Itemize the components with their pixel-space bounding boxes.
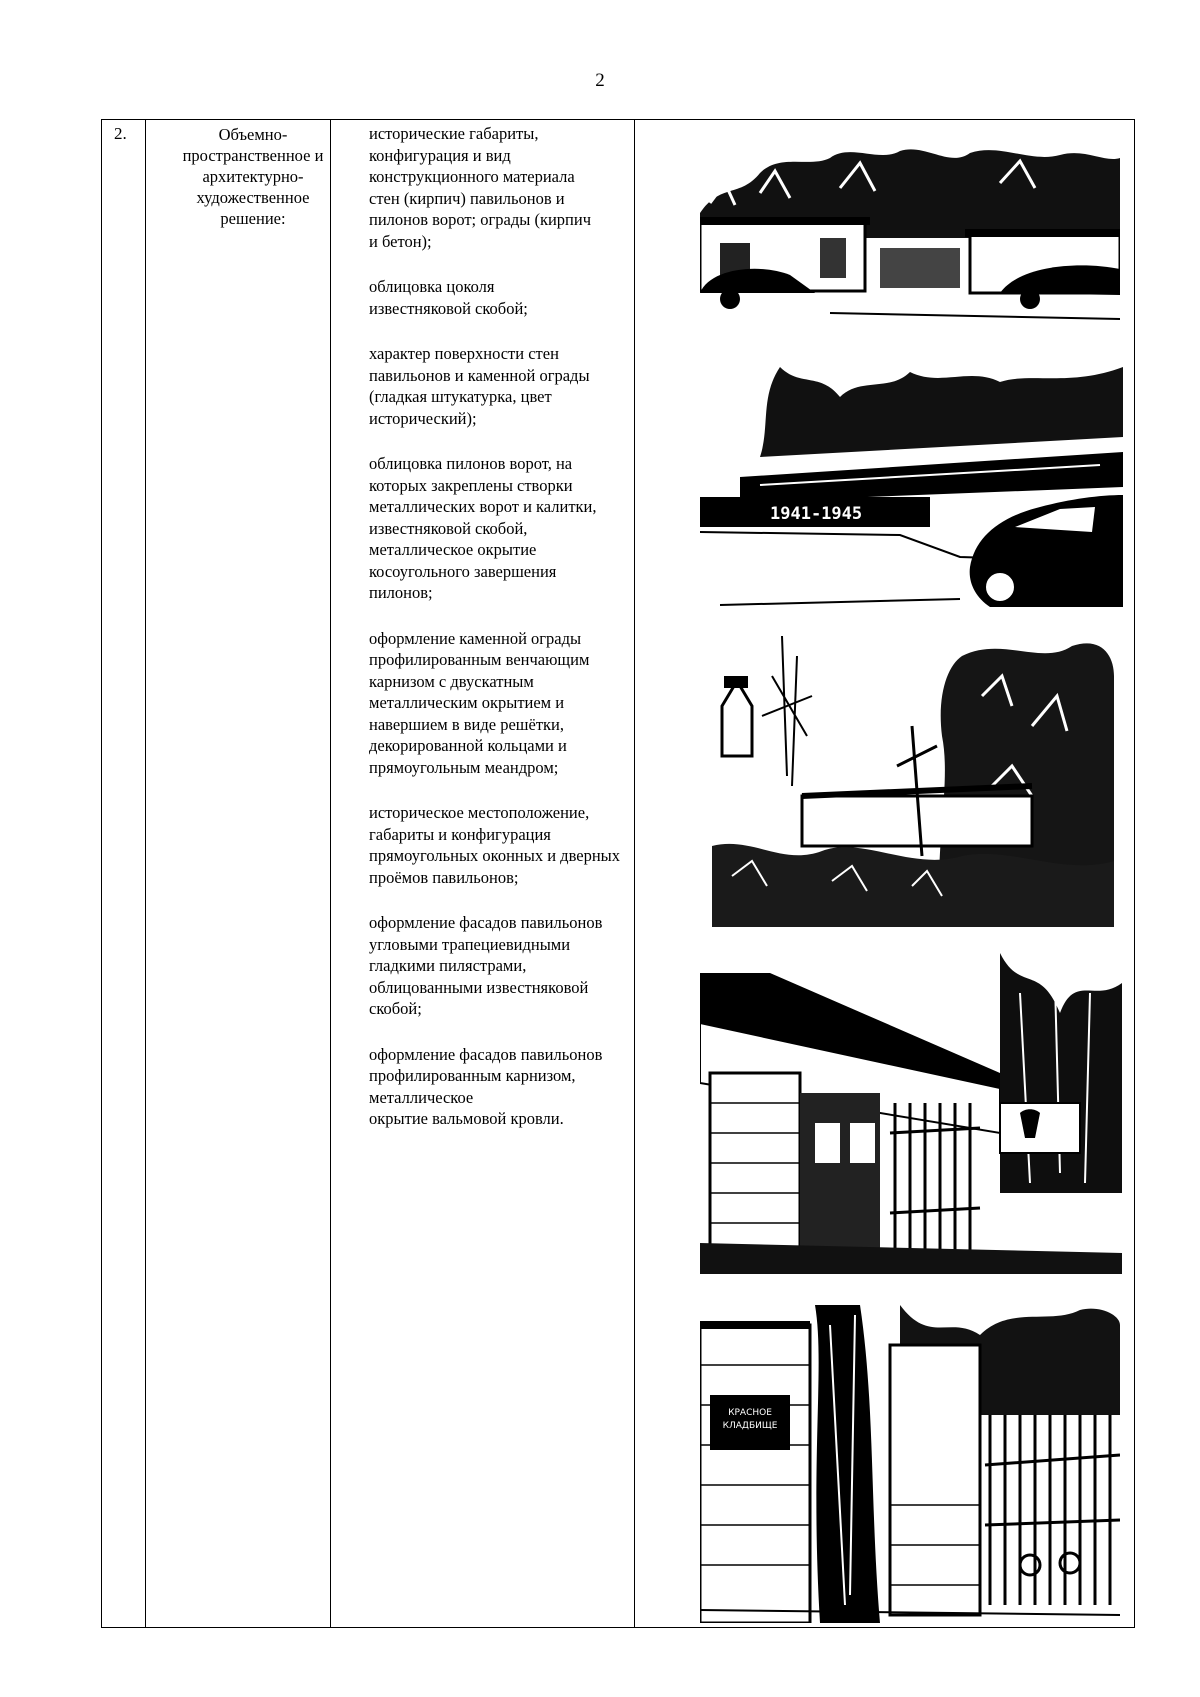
photo-memorial-plaque-wall [700,367,1123,609]
sign-text-line: КРАСНОЕ [728,1408,772,1418]
description-paragraph: оформление фасадов павильонов угловыми трапециевидными гладкими пилястрами, облицованными известняковой скобой; [369,913,603,1018]
feature-name-line: архитектурно- [202,167,304,186]
feature-name-line: Объемно- [218,125,288,144]
description-paragraph: историческое местоположение, габариты и конфигурация прямоугольных оконных и дверных проёмов павильонов; [369,803,621,887]
feature-description [369,123,689,1154]
photo-entrance-sign-gate [700,1305,1120,1623]
description-paragraph: оформление фасадов павильонов профилированным карнизом, металлическое окрытие вальмовой кровли. [369,1044,603,1128]
column-divider [145,120,146,1627]
sign-text-line: КЛАДБИЩЕ [722,1421,778,1431]
description-paragraph: оформление каменной ограды профилированным венчающим карнизом с двускатным металлическим окрытием и навершием в виде решётки, декорированной кольцами и прямоугольным меандром; [369,628,590,777]
photo-pavilion-gate [700,953,1122,1274]
plaque-text: 1941-1945 [770,504,863,524]
column-divider [330,120,331,1627]
row-number: 2. [114,124,127,143]
feature-name [154,124,352,229]
description-paragraph: исторические габариты, конфигурация и вид конструкционного материала стен (кирпич) павильонов и пилонов ворот; ограды (кирпич и бетон); [369,124,592,251]
page-number: 2 [595,70,605,91]
description-paragraph: облицовка цоколя известняковой скобой; [369,277,528,318]
description-paragraph: облицовка пилонов ворот, на которых закреплены створки металлических ворот и калитки, известняковой скобой, металлическое окрытие косоугольного завершения пилонов; [369,454,597,602]
feature-name-line: художественное [196,188,310,207]
photo-pavilions-parking [700,143,1120,329]
photo-stone-fence-church [712,636,1114,927]
description-paragraph: характер поверхности стен павильонов и каменной ограды (гладкая штукатурка, цвет исторический); [369,344,590,428]
feature-name-line: пространственное и [182,146,324,165]
feature-name-line: решение: [220,209,286,228]
